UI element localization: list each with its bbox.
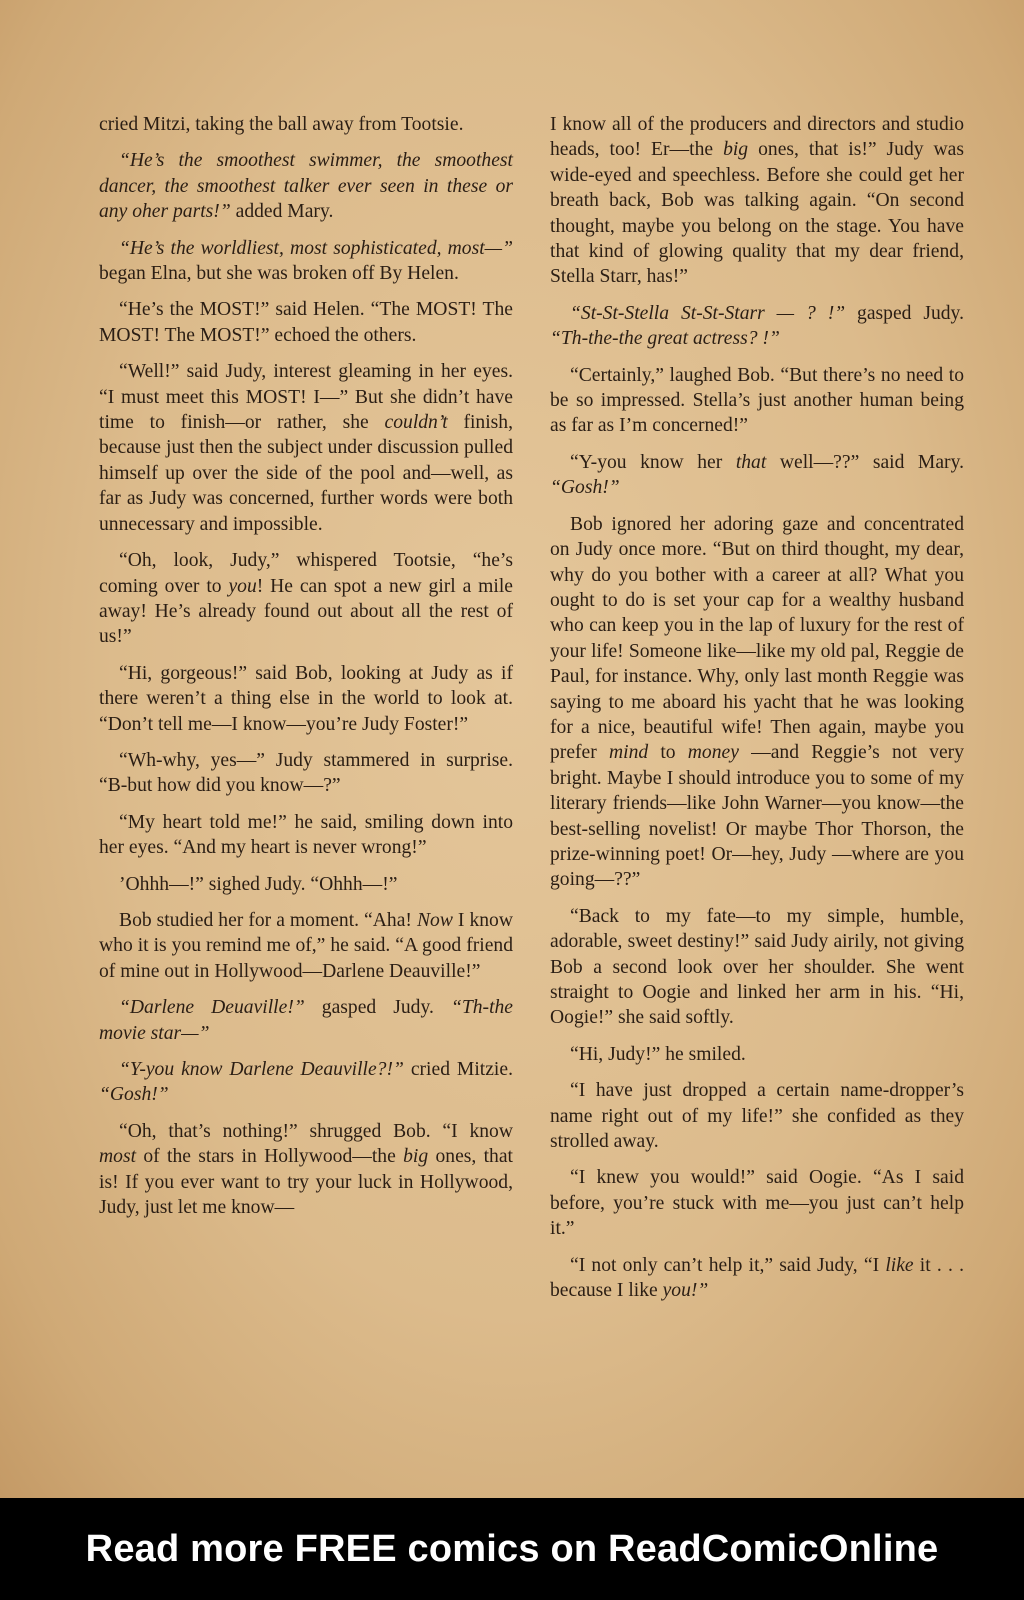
italic-text: money xyxy=(687,742,739,764)
paragraph xyxy=(550,1253,964,1304)
text-run: “Hi, gorgeous!” said Bob, looking at Judy as if there weren’t a thing else in the world to look at. “Don’t tell me—I know—you’re Judy Foster!” xyxy=(99,662,513,735)
text-run: “Hi, Judy!” he smiled. xyxy=(570,1043,746,1065)
text-run: cried Mitzi, taking the ball away from Tootsie. xyxy=(99,114,464,135)
paragraph xyxy=(99,872,513,897)
paragraph xyxy=(99,359,513,537)
italic-text: “Gosh!” xyxy=(550,477,620,499)
paragraph xyxy=(99,112,513,137)
italic-text: you xyxy=(228,575,257,597)
paragraph xyxy=(550,1165,964,1241)
italic-text: “He’s the worldliest, most sophisticated, most—” xyxy=(119,237,513,259)
paragraph xyxy=(550,1042,964,1067)
text-run: to xyxy=(648,742,688,764)
italic-text: “He’s the smoothest swimmer, the smoothest dancer, the smoothest talker ever seen in these or any oher parts!” xyxy=(99,150,513,223)
text-run: began Elna, but she was broken off By Helen. xyxy=(99,263,459,285)
text-run: ’Ohhh—!” sighed Judy. “Ohhh—!” xyxy=(119,873,398,895)
paragraph xyxy=(550,512,964,893)
italic-text: Now xyxy=(416,909,453,931)
italic-text: that xyxy=(735,451,767,473)
paragraph xyxy=(99,148,513,224)
paragraph xyxy=(550,112,964,290)
text-run: it . . . because I like xyxy=(550,1254,964,1302)
text-run: “Y-you know her xyxy=(570,451,736,473)
italic-text: couldn’t xyxy=(384,412,448,434)
paragraph xyxy=(99,661,513,737)
italic-text: big xyxy=(723,139,749,161)
paragraph xyxy=(99,810,513,861)
paragraph xyxy=(550,904,964,1031)
paragraph xyxy=(550,363,964,439)
paragraph xyxy=(550,1078,964,1154)
text-run: “Well!” said Judy, interest gleaming in her eyes. “I must meet this MOST! I—” But she didn’t have time to finish—or rather, she xyxy=(99,361,513,434)
text-run: “I knew you would!” said Oogie. “As I said before, you’re stuck with me—you just can’t help it.” xyxy=(550,1167,964,1240)
italic-text: “Th-the movie star—” xyxy=(99,997,514,1044)
paragraph xyxy=(550,450,964,501)
text-run: “My heart told me!” he said, smiling down into her eyes. “And my heart is never wrong!” xyxy=(99,811,513,859)
italic-text: you!” xyxy=(662,1280,709,1302)
text-run: ones, that is! If you ever want to try your luck in Hollywood, Judy, just let me know— xyxy=(99,1146,513,1219)
italic-text: “Darlene Deuaville!” xyxy=(119,997,305,1019)
italic-text: mind xyxy=(608,742,649,764)
footer-banner[interactable] xyxy=(0,1498,1024,1600)
paragraph xyxy=(99,908,513,984)
text-column-right xyxy=(550,112,964,1314)
text-run: cried Mitzie. xyxy=(403,1059,513,1080)
text-run: I know who it is you remind me of,” he said. “A good friend of mine out in Hollywood—Darlene Deauville!” xyxy=(99,909,513,982)
text-run: ! He can spot a new girl a mile away! He’s already found out about all the rest of us!” xyxy=(99,575,514,648)
paragraph xyxy=(99,297,513,348)
text-run: gasped Judy. xyxy=(845,302,964,324)
text-run: Bob studied her for a moment. “Aha! xyxy=(119,909,417,931)
text-run: “Wh-why, yes—” Judy stammered in surprise. “B-but how did you know—?” xyxy=(99,749,513,797)
text-run: “Oh, look, Judy,” whispered Tootsie, “he’s coming over to xyxy=(99,550,513,597)
text-run: I know all of the producers and directors and studio heads, too! Er—the xyxy=(550,114,964,161)
paragraph xyxy=(99,995,513,1046)
italic-text: most xyxy=(99,1146,137,1168)
italic-text: “Gosh!” xyxy=(99,1084,169,1106)
text-run: added Mary. xyxy=(230,201,334,223)
text-run: of the stars in Hollywood—the xyxy=(136,1146,404,1168)
paragraph xyxy=(550,301,964,352)
paragraph xyxy=(99,1057,513,1108)
text-run: —and Reggie’s not very bright. Maybe I should introduce you to some of my literary friends—like John Warner—you know—the best-selling novelist! Or maybe Thor Thorson, the prize-winning poet! Or—hey, Judy —where are you going—??” xyxy=(550,742,964,891)
text-column-left xyxy=(99,112,513,1231)
paragraph xyxy=(99,548,513,650)
text-run: “Oh, that’s nothing!” shrugged Bob. “I know xyxy=(119,1120,513,1142)
italic-text: “St-St-Stella St-St-Starr — ? !” xyxy=(570,302,846,324)
paragraph xyxy=(99,236,513,287)
text-run: “Back to my fate—to my simple, humble, adorable, sweet destiny!” said Judy airily, not giving Bob a second look over her shoulder. She went straight to Oogie and linked her arm in his. “Hi, Oogie!” she said softly. xyxy=(550,905,964,1029)
text-run: finish, because just then the subject under discussion pulled himself up over the side of the pool and—well, as far as Judy was concerned, further words were both unnecessary and impossible. xyxy=(99,412,513,535)
italic-text: “Th-the-the great actress? !” xyxy=(550,328,780,350)
footer-link-text[interactable]: Read more FREE comics on ReadComicOnline xyxy=(85,1527,939,1570)
paragraph xyxy=(99,748,513,799)
text-run: gasped Judy. xyxy=(304,997,451,1019)
text-run: Bob ignored her adoring gaze and concentrated on Judy once more. “But on third thought, my dear, why do you bother with a career at all? What you ought to do is set your cap for a wealthy husband who can keep you in the lap of luxury for the rest of your life! Someone like—like my old pal, Reggie de Paul, for instance. Why, only last month Reggie was saying to me aboard his yacht that he was looking for a nice, beautiful wife! Then again, maybe you prefer xyxy=(550,513,964,764)
italic-text: big xyxy=(403,1146,429,1168)
paragraph xyxy=(99,1119,513,1221)
text-run: ones, that is!” Judy was wide-eyed and speechless. Before she could get her breath back, Bob was talking again. “On second thought, maybe you belong on the stage. You have that kind of glowing quality that my dear friend, Stella Starr, has!” xyxy=(550,139,965,288)
text-run: “I have just dropped a certain name-dropper’s name right out of my life!” she confided as they strolled away. xyxy=(550,1080,964,1153)
text-run: well—??” said Mary. xyxy=(766,451,964,473)
text-run: “I not only can’t help it,” said Judy, “I xyxy=(570,1254,886,1276)
text-run: “Certainly,” laughed Bob. “But there’s no need to be so impressed. Stella’s just another human being as far as I’m concerned!” xyxy=(550,364,964,437)
text-run: “He’s the MOST!” said Helen. “The MOST! The MOST! The MOST!” echoed the others. xyxy=(99,299,513,346)
italic-text: like xyxy=(885,1254,914,1276)
italic-text: “Y-you know Darlene Deauville?!” xyxy=(119,1059,404,1080)
